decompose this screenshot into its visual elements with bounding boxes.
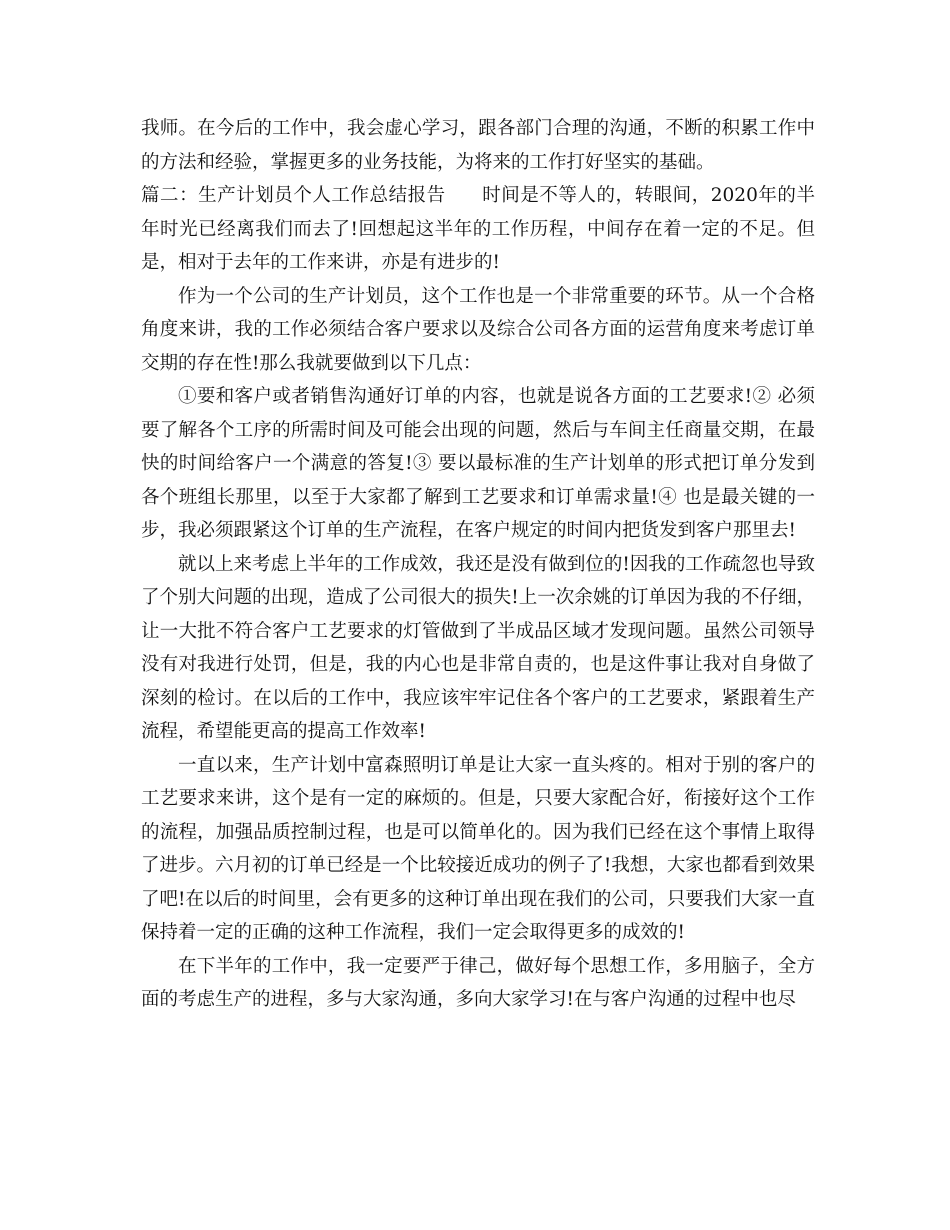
paragraph-1: 我师。在今后的工作中，我会虚心学习，跟各部门合理的沟通，不断的积累工作中的方法和经验，掌握更多的业务技能，为将来的工作打好坚实的基础。 [141,118,815,173]
document-page [141,112,815,1017]
section-intro-text: 时间是不等人的，转眼间，2020年的半年时光已经离我们而去了!回想起这半年的工作历程，中间存在着一定的不足。但是，相对于去年的工作来讲，亦是有进步的! [141,185,815,273]
paragraph-6: 在下半年的工作中，我一定要严于律己，做好每个思想工作，多用脑子，全方面的考虑生产的进程，多与大家沟通，多向大家学习!在与客户沟通的过程中也尽 [141,955,815,1010]
paragraph-3: ①要和客户或者销售沟通好订单的内容，也就是说各方面的工艺要求!② 必须要了解各个工序的所需时间及可能会出现的问题，然后与车间主任商量交期，在最快的时间给客户一个满意的答复!③ 要以最标准的生产计划单的形式把订单分发到各个班组长那里，以至于大家都了解到工艺要求和订单需求量!④ 也是最关键的一步，我必须跟紧这个订单的生产流程，在客户规定的时间内把货发到客户那里去! [141,386,815,541]
section-heading-paragraph [141,179,815,280]
section-title: 篇二：生产计划员个人工作总结报告 [141,185,446,206]
paragraph-4: 就以上来考虑上半年的工作成效，我还是没有做到位的!因我的工作疏忽也导致了个别大问题的出现，造成了公司很大的损失!上一次余姚的订单因为我的不仔细，让一大批不符合客户工艺要求的灯管做到了半成品区域才发现问题。虽然公司领导没有对我进行处罚，但是，我的内心也是非常自责的，也是这件事让我对自身做了深刻的检讨。在以后的工作中，我应该牢牢记住各个客户的工艺要求，紧跟着生产流程，希望能更高的提高工作效率! [141,553,815,742]
paragraph-2: 作为一个公司的生产计划员，这个工作也是一个非常重要的环节。从一个合格角度来讲，我的工作必须结合客户要求以及综合公司各方面的运营角度来考虑订单交期的存在性!那么我就要做到以下几点： [141,285,815,374]
paragraph-5: 一直以来，生产计划中富森照明订单是让大家一直头疼的。相对于别的客户的工艺要求来讲，这个是有一定的麻烦的。但是，只要大家配合好，衔接好这个工作的流程，加强品质控制过程，也是可以简单化的。因为我们已经在这个事情上取得了进步。六月初的订单已经是一个比较接近成功的例子了!我想，大家也都看到效果了吧!在以后的时间里，会有更多的这种订单出现在我们的公司，只要我们大家一直保持着一定的正确的这种工作流程，我们一定会取得更多的成效的! [141,754,815,943]
